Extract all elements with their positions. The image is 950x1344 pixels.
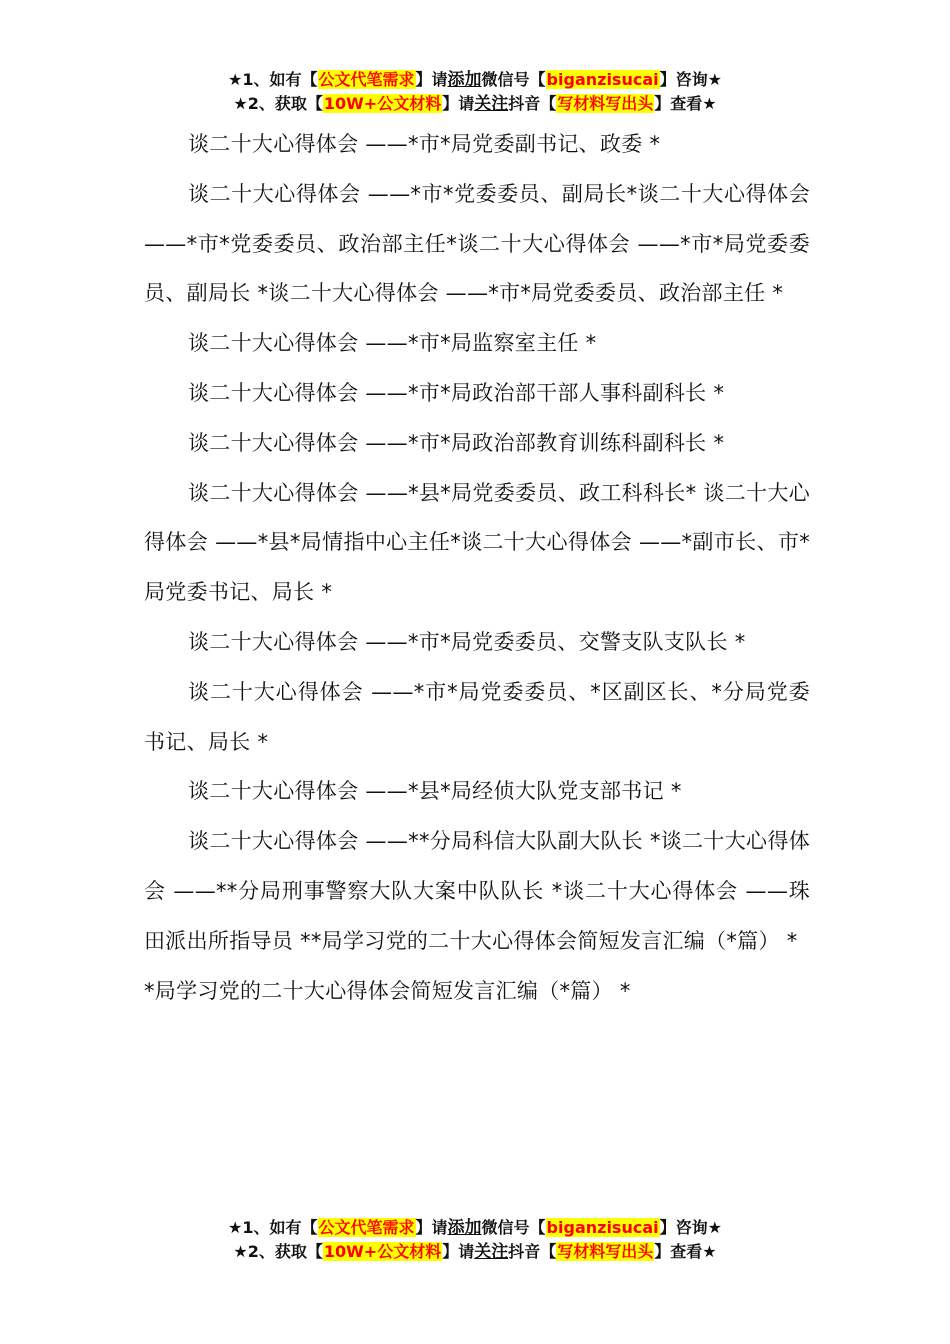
banner-text: 微信号【 xyxy=(481,70,546,89)
banner-highlight: 写材料写出头 xyxy=(557,1242,654,1261)
banner-highlight: biganzisucai xyxy=(546,1218,659,1237)
banner-text: ★2、获取【 xyxy=(233,1242,323,1261)
paragraph: 谈二十大心得体会 ——*县*局党委委员、政工科科长* 谈二十大心得体会 ——*县*局情指中心主任*谈二十大心得体会 ——*副市长、市*局党委书记、局长 * xyxy=(144,480,810,605)
banner-text: 】请 xyxy=(442,94,475,113)
banner-line-1 xyxy=(0,68,950,92)
top-banner xyxy=(0,68,950,116)
paragraph: 谈二十大心得体会 ——*市*局政治部教育训练科副科长 * xyxy=(188,430,725,455)
banner-line-2 xyxy=(0,1240,950,1264)
paragraph: 谈二十大心得体会 ——*市*局党委委员、交警支队支队长 * xyxy=(188,629,746,654)
bottom-banner xyxy=(0,1216,950,1264)
banner-text: ★2、获取【 xyxy=(233,94,323,113)
banner-text: 】请 xyxy=(442,1242,475,1261)
banner-text: 】请 xyxy=(415,1218,448,1237)
paragraph: 谈二十大心得体会 ——**分局科信大队副大队长 *谈二十大心得体会 ——**分局刑事警察大队大案中队队长 *谈二十大心得体会 ——珠田派出所指导员 **局学习党的二十大心得体会简短发言汇编（*篇） * xyxy=(144,829,810,953)
banner-highlight: 公文代笔需求 xyxy=(318,1218,415,1237)
paragraph: 谈二十大心得体会 ——*市*局监察室主任 * xyxy=(188,331,597,356)
banner-text: 抖音【 xyxy=(508,94,557,113)
banner-highlight: 10W+公文材料 xyxy=(323,1242,442,1261)
paragraph: 谈二十大心得体会 ——*市*局党委副书记、政委 * xyxy=(188,132,661,156)
paragraph: 谈二十大心得体会 ——*县*局经侦大队党支部书记 * xyxy=(188,779,682,804)
banner-highlight: 公文代笔需求 xyxy=(318,70,415,89)
banner-text: 】请 xyxy=(415,70,448,89)
banner-line-2 xyxy=(0,92,950,116)
banner-text: ★1、如有【 xyxy=(228,1218,318,1237)
banner-highlight: biganzisucai xyxy=(546,70,659,89)
banner-highlight: 10W+公文材料 xyxy=(323,94,442,113)
banner-emphasis: 添加 xyxy=(447,1218,482,1238)
paragraph: 谈二十大心得体会 ——*市*党委委员、副局长*谈二十大心得体会 ——*市*党委委员、政治部主任*谈二十大心得体会 ——*市*局党委委员、副局长 *谈二十大心得体会 ——*市*局党委委员、政治部主任 * xyxy=(144,181,810,306)
banner-emphasis: 关注 xyxy=(474,1242,509,1262)
banner-highlight: 写材料写出头 xyxy=(557,94,654,113)
banner-text: 微信号【 xyxy=(481,1218,546,1237)
paragraph-final: *局学习党的二十大心得体会简短发言汇编（*篇） * xyxy=(144,978,631,1003)
banner-text: 抖音【 xyxy=(508,1242,557,1261)
banner-emphasis: 添加 xyxy=(447,70,482,90)
banner-text: 】咨询★ xyxy=(659,70,722,89)
paragraph: 谈二十大心得体会 ——*市*局政治部干部人事科副科长 * xyxy=(188,380,725,405)
banner-emphasis: 关注 xyxy=(474,94,509,114)
document-body xyxy=(144,120,810,1016)
banner-text: 】查看★ xyxy=(654,94,717,113)
banner-text: 】咨询★ xyxy=(659,1218,722,1237)
banner-text: 】查看★ xyxy=(654,1242,717,1261)
banner-line-1 xyxy=(0,1216,950,1240)
paragraph: 谈二十大心得体会 ——*市*局党委委员、*区副区长、*分局党委书记、局长 * xyxy=(144,679,810,754)
banner-text: ★1、如有【 xyxy=(228,70,318,89)
